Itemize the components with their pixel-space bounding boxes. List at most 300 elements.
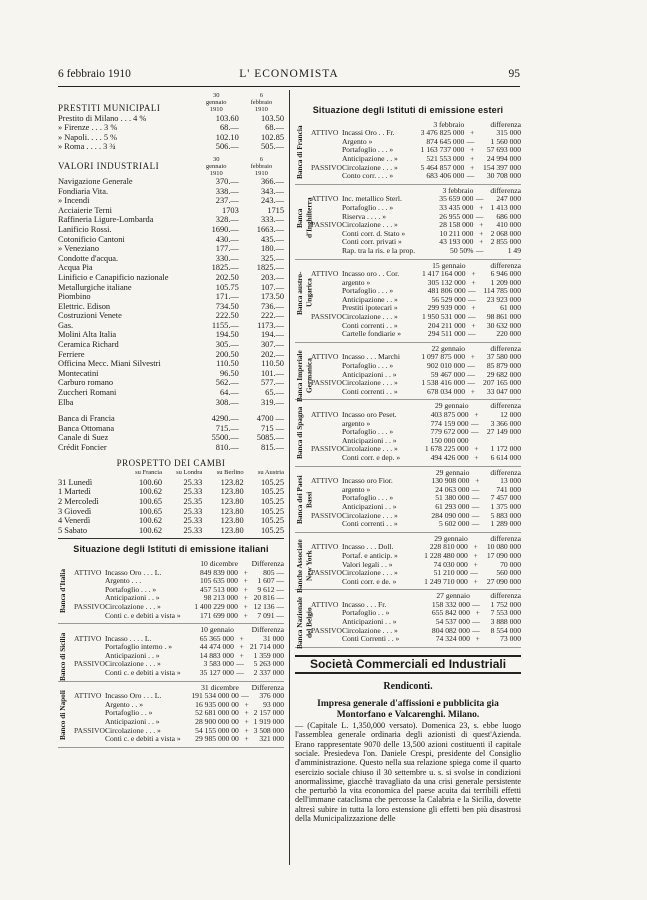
cambi-day: 5 Sabato (58, 525, 88, 535)
row-name: Portafoglio . . » (104, 708, 153, 718)
bank-label: Banca di Francia (295, 124, 304, 179)
table-row (311, 635, 521, 644)
row-name: » Firenze . . . 3 % (58, 123, 118, 133)
row-value: 328.— (215, 215, 239, 225)
row-sign: + (473, 559, 478, 569)
row-name: Incasso oro Peset. (341, 410, 397, 419)
row-name: Portaf. e anticip. » (341, 550, 398, 560)
row-diff: 686 000 (496, 211, 521, 221)
row-name: Anticipazioni . . » (341, 501, 397, 511)
cambi-head-row (58, 468, 284, 478)
bank-block (295, 260, 521, 343)
cambi-value: 123.80 (220, 506, 244, 516)
table-row (311, 578, 521, 587)
table-row (58, 516, 284, 526)
row-diff: 98 861 000 (486, 312, 521, 322)
row-diff: 8 554 000 (490, 625, 521, 635)
row-value: 305.— (215, 340, 239, 350)
row-value: 343.— (260, 186, 284, 196)
table-row (58, 369, 284, 379)
row-sign: + (470, 128, 475, 138)
row-name: Conti c. e debiti a vista » (104, 734, 181, 744)
valori-section (58, 156, 284, 453)
row-name: Conti Correnti . . » (341, 634, 400, 644)
row-sign: + (239, 642, 244, 652)
cambi-value: 105.25 (260, 487, 284, 497)
cambi-value: 105.25 (260, 525, 284, 535)
row-value: 1703 (222, 205, 239, 215)
row-diff: 24 994 000 (486, 153, 521, 163)
row-name: Fondiaria Vita. (58, 186, 109, 196)
row-value: 5 464 857 000 (420, 162, 465, 172)
row-diff: 1 560 000 (490, 136, 521, 146)
table-row (58, 398, 284, 408)
row-value: 294 511 000 (427, 329, 466, 339)
row-name: Anticipazione . . » (341, 153, 398, 163)
row-name: Conti correnti . . » (341, 519, 398, 529)
row-name: Canale di Suez (58, 433, 109, 443)
row-value: 902 010 000 (427, 361, 466, 371)
group-label (74, 669, 105, 678)
cambi-day: 2 Mercoledì (58, 496, 99, 506)
row-sign: + (470, 386, 476, 396)
group-label (74, 709, 105, 718)
row-value: 683 406 000 (426, 171, 465, 181)
row-sign: — (475, 194, 484, 204)
col-head: 1910 (209, 169, 223, 177)
row-value: 815.— (260, 443, 284, 452)
row-name: Navigazione Generale (58, 176, 133, 186)
rendiconti-heading: Rendiconti. (383, 681, 433, 693)
row-diff: 154 397 000 (483, 162, 521, 172)
group-label: ATTIVO (311, 599, 339, 609)
row-value: 98 213 000 (203, 593, 238, 603)
row-value: 54 155 000 00 (195, 725, 239, 735)
row-diff: 27 090 000 (486, 576, 521, 586)
bank-date: 31 dicembre (201, 682, 239, 692)
row-name: Circolazione . . . » (341, 312, 398, 322)
row-name: Ferriere (58, 349, 85, 359)
row-value: 191 534 000 00 (191, 691, 239, 701)
row-value: 110.50 (216, 359, 239, 369)
row-diff: 1 607 — (257, 576, 284, 586)
col-head: 1910 (209, 106, 223, 113)
bank-date: 29 gennaio (435, 401, 469, 411)
row-diff: 1 359 000 (253, 650, 284, 660)
left-column (58, 92, 284, 748)
group-label (311, 279, 342, 288)
row-value: 222.50 (215, 311, 239, 321)
row-name: Ceramica Richard (58, 340, 119, 350)
table-row (58, 283, 284, 293)
valori-table (58, 177, 284, 407)
row-value: 1 163 737 000 (420, 145, 465, 155)
row-value: 177.— (215, 244, 239, 254)
societa-title-box (295, 655, 521, 675)
bank-table (74, 626, 284, 678)
row-name: Argento » (341, 136, 373, 146)
row-value: 1 417 164 000 (421, 269, 466, 279)
row-value: 173.50 (260, 292, 284, 302)
table-row (58, 443, 284, 453)
group-label: ATTIVO (311, 542, 339, 552)
table-row (58, 433, 284, 443)
row-value: 1 400 229 000 (194, 601, 238, 611)
group-label (311, 494, 342, 503)
row-diff: 741 000 (496, 484, 521, 494)
row-name: Condotte d'acqua. (58, 253, 119, 263)
cambi-value: 100.65 (138, 496, 162, 506)
group-label: ATTIVO (311, 269, 339, 279)
row-sign: — (466, 171, 475, 181)
row-value: 51 210 000 (433, 568, 468, 578)
running-header (58, 68, 520, 84)
group-label (311, 287, 342, 296)
cambi-head: su Francia (135, 469, 162, 477)
row-diff: 220 000 (496, 329, 521, 339)
row-name: Banca di Francia (58, 414, 115, 424)
group-label (311, 230, 342, 239)
row-name: Portafoglio . . » (341, 608, 390, 618)
row-name: Circolazione . . . » (341, 510, 398, 520)
row-diff: 376 000 (259, 691, 284, 701)
table-row (58, 330, 284, 340)
row-diff: 9 612 — (257, 584, 284, 594)
row-value: 68.— (265, 123, 284, 133)
row-diff: 1 172 000 (490, 444, 521, 454)
row-diff: 3 888 000 (490, 617, 521, 627)
row-diff: 27 149 000 (486, 427, 521, 437)
row-diff: 73 000 (500, 634, 521, 644)
row-name: Zuccheri Romani (58, 388, 117, 398)
row-sign: + (474, 452, 479, 462)
row-diff: 7 091 — (257, 610, 284, 620)
row-name: Crédit Foncier (58, 443, 107, 452)
prestiti-title: PRESTITI MUNICIPALI (58, 103, 161, 113)
bank-label: Banche Associate New York (295, 538, 314, 593)
row-name: Circolazione . . . » (341, 444, 398, 454)
row-value: 562.— (215, 378, 239, 388)
row-value: 101.— (260, 368, 284, 378)
bank-table (311, 402, 521, 462)
group-label (311, 296, 342, 305)
row-sign: + (244, 708, 249, 718)
row-diff: 12 000 (500, 410, 521, 419)
bank-table (311, 262, 521, 339)
row-diff: 7 457 000 (490, 493, 521, 503)
row-diff: 247 000 (496, 194, 521, 204)
row-sign: + (243, 567, 248, 577)
group-label: ATTIVO (311, 352, 339, 362)
bank-date: 10 dicembre (200, 558, 238, 568)
row-sign: — (467, 369, 476, 379)
row-value: 1173.— (257, 320, 284, 330)
row-name: argento » (341, 484, 371, 494)
row-sign: — (472, 625, 480, 635)
bank-date: 15 gennaio (432, 260, 466, 270)
row-sign: — (236, 659, 244, 669)
row-name: Anticipazioni . . » (104, 593, 160, 603)
row-name: Argento . . » (104, 699, 143, 709)
row-value: 64.— (219, 388, 239, 398)
row-value: 158 332 000 (431, 599, 470, 609)
row-diff: 1 752 000 (490, 599, 521, 609)
row-name: » Veneziano (58, 244, 100, 254)
row-diff: 23 923 000 (486, 294, 521, 304)
table-row (58, 414, 284, 424)
table-row (58, 526, 284, 536)
row-sign: + (473, 576, 478, 586)
row-sign: + (471, 320, 476, 330)
row-value: 14 883 000 (199, 650, 234, 660)
row-sign: + (474, 444, 479, 454)
row-name: » Napoli. . . . 5 % (58, 132, 118, 142)
row-name: Officina Mecc. Miani Silvestri (58, 359, 161, 369)
bank-date: 10 gennaio (200, 625, 234, 635)
group-label (74, 701, 105, 710)
row-diff: 114 785 000 (483, 286, 521, 296)
bank-block (58, 682, 284, 748)
row-sign: + (243, 610, 248, 620)
row-value: 103.50 (260, 113, 284, 123)
row-sign: — (472, 617, 480, 627)
row-value: 330.— (215, 253, 239, 263)
row-value: 1 249 710 000 (424, 576, 468, 586)
row-value: 52 681 000 00 (195, 708, 239, 718)
bank-table (311, 345, 521, 397)
row-value: 74 324 000 (435, 634, 470, 644)
row-sign: + (479, 237, 484, 247)
row-name: Costruzioni Venete (58, 311, 122, 321)
cambi-value: 105.25 (260, 477, 284, 487)
row-value: 305 132 000 (427, 277, 466, 287)
table-row (58, 302, 284, 312)
row-value: 1825.— (256, 263, 284, 273)
row-value: 5500.— (211, 433, 239, 443)
row-name: » Roma . . . . 3 ¾ (58, 142, 116, 152)
group-label (311, 330, 342, 339)
row-value: 28 900 000 00 (195, 717, 239, 727)
row-sign: + (244, 734, 249, 744)
row-sign: + (475, 634, 480, 644)
row-value: 736.— (260, 301, 284, 311)
header-date: 6 febbraio 1910 (58, 68, 131, 80)
row-name: Incasso . . . Marchi (341, 352, 400, 362)
row-diff: 33 047 000 (486, 386, 521, 396)
esteri-banks (295, 119, 521, 648)
cambi-day: 1 Martedì (58, 487, 91, 497)
col-head: 30 (212, 92, 220, 99)
row-name: Portafoglio . . . » (341, 493, 394, 503)
group-label (311, 146, 342, 155)
row-diff: 7 553 000 (490, 608, 521, 618)
header-page-number: 95 (508, 68, 520, 80)
row-value: 1 678 225 000 (424, 444, 469, 454)
row-sign: + (473, 542, 478, 552)
group-label (311, 204, 342, 213)
row-value: 237.— (215, 196, 239, 206)
group-label (311, 578, 342, 587)
table-row (58, 196, 284, 206)
row-value: 325.— (260, 253, 284, 263)
row-value: 28 158 000 (439, 220, 474, 230)
impresa-heading: Impresa generale d'affissioni e pubblicita gia Montorfano e Valcarenghi. Milano. (317, 699, 499, 721)
valori-table-2 (58, 414, 284, 452)
row-sign: — (468, 294, 476, 304)
table-row (58, 187, 284, 197)
row-value: 150 000 000 (430, 435, 469, 445)
group-label: ATTIVO (311, 128, 339, 138)
group-label (311, 520, 342, 529)
row-value: 59 467 000 (430, 369, 466, 379)
row-diff: 85 879 000 (486, 361, 521, 371)
row-name: Inc. metallico Sterl. (341, 194, 402, 204)
bank-table (311, 592, 521, 644)
row-name: Carburo romano (58, 378, 114, 388)
bank-block (295, 119, 521, 185)
row-diff: 29 682 000 (486, 369, 521, 379)
row-value: 203.— (260, 272, 284, 282)
table-row (58, 388, 284, 398)
group-label: PASSIVO (311, 510, 342, 520)
row-name: » Incendi (58, 196, 90, 206)
group-label: PASSIVO (74, 725, 105, 735)
table-row (58, 350, 284, 360)
row-value: 33 435 000 (439, 202, 474, 212)
group-label: PASSIVO (311, 312, 342, 322)
bank-date: 3 febbraio (433, 119, 465, 129)
row-value: 403 875 000 (430, 410, 469, 419)
row-name: Portafoglio . . . » (341, 286, 394, 296)
row-value: 5085.— (256, 433, 284, 443)
row-value: 29 985 000 00 (195, 734, 239, 744)
group-label: PASSIVO (311, 220, 342, 230)
table-row (58, 378, 284, 388)
row-value: 1825.— (211, 263, 239, 273)
row-value: 779 672 000 (430, 427, 469, 437)
bank-table (311, 469, 521, 529)
row-value: 130 908 000 (431, 476, 470, 486)
italiani-title: Situazione degli Istituti di emissione italiani (73, 544, 269, 555)
row-value: 105 635 000 (200, 576, 238, 586)
row-sign: + (243, 593, 248, 603)
bank-label: Banca Nazionale del Belgio (295, 597, 314, 650)
row-name: Circolazione . . . » (341, 378, 398, 388)
row-value: 110.50 (261, 359, 284, 369)
row-name: Incasso . . . Fr. (341, 599, 387, 609)
row-name: Anticipazioni . . » (104, 717, 160, 727)
group-label (311, 420, 342, 429)
row-value: 171.— (215, 292, 239, 302)
row-name: Portafoglio . . . » (341, 145, 394, 155)
row-value: 577.— (260, 378, 284, 388)
row-value: 171 699 000 (200, 610, 238, 620)
cambi-value: 25.35 (183, 496, 203, 506)
row-sign: — (467, 378, 476, 388)
cambi-value: 123.80 (220, 496, 244, 506)
row-sign: — (468, 329, 476, 339)
row-name: Conto corr. . . . » (341, 171, 394, 181)
row-diff: 410 000 (496, 220, 521, 230)
col-head: 6 (259, 155, 264, 163)
row-diff: 560 000 (496, 568, 521, 578)
row-sign: + (470, 352, 476, 362)
row-sign: — (236, 668, 244, 678)
group-label: PASSIVO (311, 625, 342, 635)
group-label (311, 635, 342, 644)
table-row (58, 424, 284, 434)
bank-label: Banca di Spagna (295, 407, 304, 460)
col-head: gennaio (205, 162, 227, 170)
row-value: 505.— (260, 142, 284, 152)
row-sign: + (243, 576, 248, 586)
group-label (311, 322, 342, 331)
row-value: 68.— (219, 123, 239, 133)
table-row (58, 292, 284, 302)
bank-date: 22 gennaio (431, 343, 466, 353)
row-name: Portafoglio . . . » (104, 584, 157, 594)
group-label (311, 172, 342, 181)
table-row (58, 235, 284, 245)
row-value: 4700 — (256, 414, 284, 424)
cambi-table (58, 468, 284, 535)
group-label: ATTIVO (311, 410, 339, 419)
group-label: PASSIVO (311, 162, 342, 172)
row-value: 35 127 000 (199, 668, 234, 678)
row-value: 655 842 000 (431, 608, 470, 618)
table-row (58, 133, 284, 143)
row-name: Conti corr. d. Stato » (341, 228, 406, 238)
row-name: Circolazione . . . » (341, 625, 398, 635)
cambi-value: 100.62 (138, 516, 162, 526)
row-sign: + (244, 725, 249, 735)
row-name: Circolazione . . . » (341, 568, 398, 578)
societa-title: Società Commerciali ed Industriali (309, 656, 507, 671)
bank-date: 27 gennaio (436, 591, 470, 601)
row-sign: — (471, 501, 480, 511)
row-diff: 2 337 000 (253, 668, 284, 678)
table-row (74, 612, 284, 621)
cambi-day: 3 Giovedì (58, 506, 92, 516)
group-label (311, 454, 342, 463)
row-diff: 21 714 000 (249, 642, 284, 652)
row-name: Raffineria Ligure-Lombarda (58, 215, 154, 225)
bank-label: Banca d'Italia (58, 568, 67, 613)
row-value: 457 513 000 (200, 584, 238, 594)
row-value: 715 — (260, 423, 284, 433)
bank-label: Banco di Napoli (58, 689, 67, 740)
row-diff: 93 000 (263, 699, 284, 709)
prestiti-table (58, 114, 284, 152)
row-name: Conti correnti . . » (341, 386, 398, 396)
row-value: 43 193 000 (439, 237, 474, 247)
col-head: febbraio (250, 162, 273, 170)
row-value: 202.50 (215, 272, 239, 282)
bank-block (295, 400, 521, 466)
row-value: 202.— (260, 349, 284, 359)
row-value: 715.— (215, 423, 239, 433)
row-name: Anticipazioni . . » (341, 435, 397, 445)
valori-title: VALORI INDUSTRIALI (58, 160, 160, 171)
impresa-text: — (Capitale L. 1,350,000 versato). Domenica 23, s. ebbe luogo l'assemblea generale ordinaria degli azionisti di quest'Azienda. Erano rappresentate 9070 delle 13,500 azioni costituenti il capitale sociale. Presiedeva l'on. Daniele Crespi, presidente del Consiglio d'amministrazione. Questo nella sua relazione spiega come il quarto esercizio sociale chiuso il 30 settembre u. s. si svolse in condizioni anormalissime, giacchè travagliato da una crisi generale persistente che perturbò la vita economica del paese acuita dai terribili effetti dell'immane cataclisma che percosse la Calabria e la Sicilia, dovette altresì subire in tutta la loro estensione gli effetti ben più disastrosi della Municipalizzazione delle (295, 721, 521, 823)
row-value: 4290.— (211, 414, 239, 424)
cambi-value: 123.80 (220, 516, 244, 526)
group-label (74, 643, 105, 652)
diff-label: differenza (490, 467, 521, 477)
row-name: Conti correnti . . » (341, 320, 398, 330)
cambi-value: 100.60 (138, 477, 162, 487)
row-name: Incasso oro Fior. (341, 476, 393, 486)
